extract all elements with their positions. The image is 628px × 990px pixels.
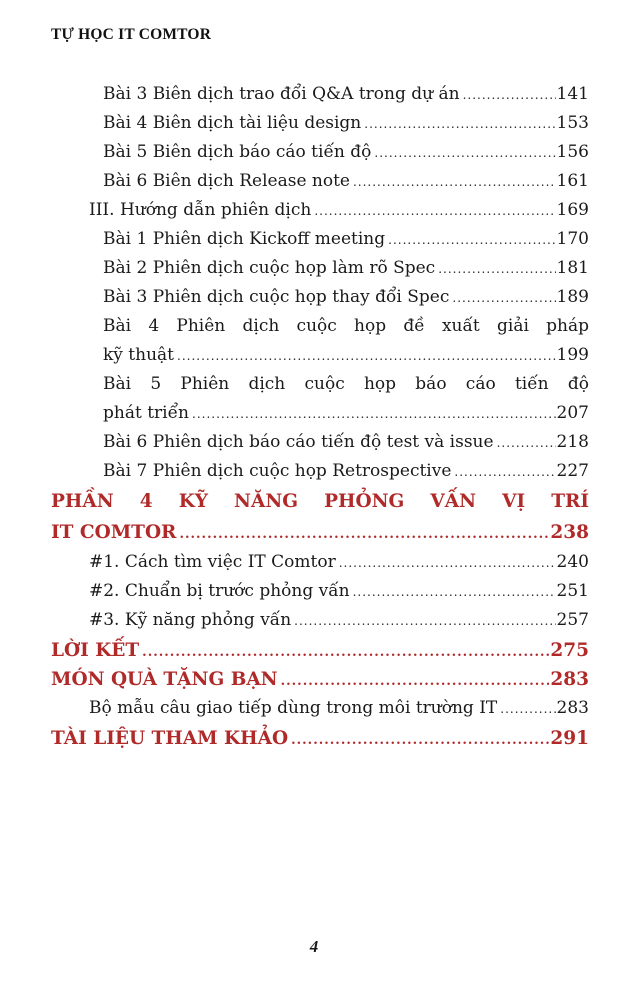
- toc-entry: [103, 225, 589, 255]
- page-number: 4: [309, 937, 319, 956]
- toc-entry-label: Bài 6 Phiên dịch báo cáo tiến độ test và issue: [103, 432, 494, 452]
- toc-entry-page: 141: [556, 84, 589, 104]
- dot-leader: [339, 549, 556, 578]
- toc-part-heading: [51, 665, 589, 696]
- toc-entry-page: 257: [556, 610, 589, 630]
- toc-entry-label: TÀI LIỆU THAM KHẢO: [51, 728, 289, 749]
- dot-leader: [281, 667, 550, 696]
- toc-entry-page: 218: [556, 432, 589, 452]
- toc-entry-page: 227: [556, 461, 589, 481]
- toc-entry: [89, 606, 589, 636]
- dot-leader: [353, 168, 556, 197]
- toc-entry: [89, 577, 589, 607]
- toc-entry-label: Bài 7 Phiên dịch cuộc họp Retrospective: [103, 461, 452, 481]
- toc-entry-label: #1. Cách tìm việc IT Comtor: [89, 552, 336, 572]
- dot-leader: [142, 638, 549, 667]
- dot-leader: [388, 226, 555, 255]
- toc-entry-page: 291: [550, 728, 589, 749]
- toc-entry-page: 199: [556, 345, 589, 365]
- toc-part-heading: [51, 518, 589, 549]
- toc-entry: [103, 109, 589, 139]
- dot-leader: [500, 695, 555, 724]
- dot-leader: [454, 458, 555, 487]
- toc-entry-page: 170: [556, 229, 589, 249]
- toc-entry: [103, 254, 589, 284]
- toc-entry-page: 275: [550, 640, 589, 661]
- toc-entry: [103, 283, 589, 313]
- toc-entry-line1: Bài 4 Phiên dịch cuộc họp đề xuất giải pháp: [103, 316, 589, 336]
- dot-leader: [192, 400, 556, 429]
- toc-entry-page: 283: [556, 698, 589, 718]
- toc-entry-label: Bộ mẫu câu giao tiếp dùng trong môi trường IT: [89, 698, 498, 718]
- toc-entry-label: Bài 5 Biên dịch báo cáo tiến độ: [103, 142, 372, 162]
- toc-entry-label: Bài 3 Phiên dịch cuộc họp thay đổi Spec: [103, 287, 450, 307]
- toc-entry-label: phát triển: [103, 403, 190, 423]
- toc-entry-label: IT COMTOR: [51, 522, 177, 543]
- toc-entry-label: Bài 6 Biên dịch Release note: [103, 171, 350, 191]
- toc-part-heading: [51, 636, 589, 667]
- toc-entry-page: 161: [556, 171, 589, 191]
- toc-entry-label: Bài 3 Biên dịch trao đổi Q&A trong dự án: [103, 84, 460, 104]
- toc-entry: [103, 457, 589, 487]
- toc-entry-page: 251: [556, 581, 589, 601]
- toc-entry-page: 240: [556, 552, 589, 572]
- toc-entry-page: 181: [556, 258, 589, 278]
- toc-entry-label: #3. Kỹ năng phỏng vấn: [89, 610, 292, 630]
- dot-leader: [294, 607, 555, 636]
- toc-entry-label: #2. Chuẩn bị trước phỏng vấn: [89, 581, 350, 601]
- toc-entry: [89, 548, 589, 578]
- toc-entry-line1: Bài 5 Phiên dịch cuộc họp báo cáo tiến độ: [103, 374, 589, 394]
- toc-entry-page: 153: [556, 113, 589, 133]
- toc-entry-label: MÓN QUÀ TẶNG BẠN: [51, 669, 278, 690]
- dot-leader: [364, 110, 555, 139]
- dot-leader: [374, 139, 555, 168]
- dot-leader: [452, 284, 555, 313]
- toc-entry: [103, 138, 589, 168]
- dot-leader: [497, 429, 556, 458]
- toc-entry-label: Bài 2 Phiên dịch cuộc họp làm rõ Spec: [103, 258, 436, 278]
- dot-leader: [353, 578, 556, 607]
- toc-part-heading-line1: PHẦN 4 KỸ NĂNG PHỎNG VẤN VỊ TRÍ: [51, 491, 589, 512]
- toc-part-heading: [51, 724, 589, 755]
- dot-leader: [179, 520, 549, 549]
- toc-entry: [103, 80, 589, 110]
- toc-entry-page: 156: [556, 142, 589, 162]
- toc-section-entry: [89, 196, 589, 226]
- dot-leader: [463, 81, 556, 110]
- toc-entry-page: 238: [550, 522, 589, 543]
- dot-leader: [291, 726, 549, 755]
- running-header: TỰ HỌC IT COMTOR: [51, 26, 212, 43]
- toc-entry-page: 207: [556, 403, 589, 423]
- toc-entry-label: Bài 4 Biên dịch tài liệu design: [103, 113, 362, 133]
- toc-entry-label: LỜI KẾT: [51, 640, 140, 661]
- dot-leader: [177, 342, 556, 371]
- toc-entry: [89, 694, 589, 724]
- toc-entry-label: Bài 1 Phiên dịch Kickoff meeting: [103, 229, 386, 249]
- toc-entry: [103, 428, 589, 458]
- toc-entry: [103, 167, 589, 197]
- toc-entry: [103, 399, 589, 429]
- toc-entry-page: 169: [556, 200, 589, 220]
- toc-entry-page: 189: [556, 287, 589, 307]
- dot-leader: [314, 197, 555, 226]
- dot-leader: [438, 255, 555, 284]
- toc-entry-page: 283: [550, 669, 589, 690]
- toc-entry: [103, 341, 589, 371]
- toc-entry-label: kỹ thuật: [103, 345, 175, 365]
- toc-entry-label: III. Hướng dẫn phiên dịch: [89, 200, 312, 220]
